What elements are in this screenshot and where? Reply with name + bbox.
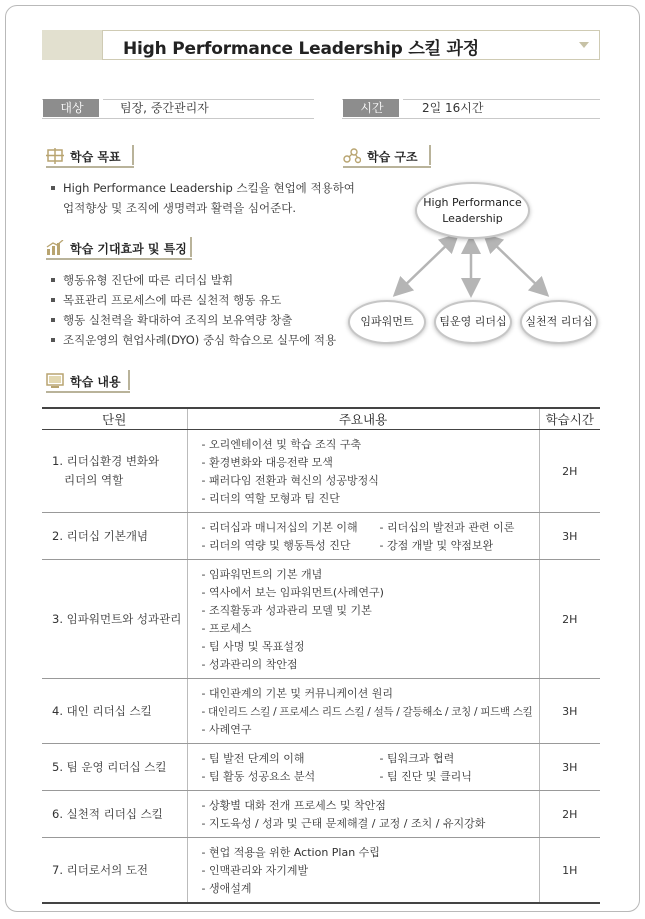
- hours-cell: 3H: [539, 679, 600, 744]
- heading-underline: [343, 166, 431, 168]
- column-header-content: 주요내용: [187, 408, 539, 430]
- heading-underline: [46, 391, 130, 393]
- content-line: - 현업 적용을 위한 Action Plan 수립: [201, 846, 380, 859]
- table-header-row: [42, 408, 600, 430]
- content-item: - 리더십의 발전과 관련 이론: [379, 521, 515, 534]
- content-line: - 오리엔테이션 및 학습 조직 구축: [201, 438, 362, 451]
- structure-heading: [343, 147, 431, 166]
- list-item: 행동 실천력을 확대하여 조직의 보유역량 창출: [51, 310, 336, 330]
- time-label: 시간: [343, 99, 401, 117]
- unit-title: 3. 임파워먼트와 성과관리: [52, 611, 182, 626]
- network-icon: [343, 148, 361, 164]
- content-item: - 리더의 역량 및 행동특성 진단: [201, 539, 351, 552]
- content-line: - 임파워먼트의 기본 개념: [201, 568, 323, 581]
- bar-chart-icon: [46, 240, 64, 256]
- content-line: - 대인관계의 기본 및 커뮤니케이션 원리: [201, 687, 393, 700]
- list-item: 행동유형 진단에 따른 리더십 발휘: [51, 270, 336, 290]
- structure-title: 학습 구조: [367, 150, 418, 164]
- hours-cell: 2H: [539, 560, 600, 679]
- content-item: - 팀 진단 및 클리닉: [379, 770, 472, 783]
- list-item: 조직운영의 현업사례(DYO) 중심 학습으로 실무에 적용: [51, 330, 336, 350]
- title-box: [102, 30, 600, 60]
- heading-underline: [46, 258, 192, 260]
- table-row: [42, 838, 600, 904]
- node-empowerment: 임파워먼트: [348, 300, 426, 344]
- unit-title: 2. 리더십 기본개념: [52, 528, 149, 543]
- heading-tick: [128, 370, 130, 390]
- content-cell: [187, 560, 539, 679]
- unit-cell: [42, 430, 187, 513]
- hours-cell: 2H: [539, 430, 600, 513]
- time-value: 2일 16시간: [422, 101, 484, 115]
- arrow-to-empowerment: [400, 240, 452, 290]
- content-cell: [187, 679, 539, 744]
- content-line: - 프로세스: [201, 622, 252, 635]
- unit-cell: [42, 560, 187, 679]
- content-line: - 사례연구: [201, 723, 252, 736]
- heading-tick: [190, 237, 192, 257]
- node-practical-leadership: 실천적 리더십: [520, 300, 598, 344]
- target-icon: [46, 148, 64, 164]
- node-team-leadership: 팀운영 리더십: [434, 300, 512, 344]
- column-header-unit: 단원: [42, 408, 187, 430]
- unit-title: 7. 리더로서의 도전: [52, 862, 149, 877]
- content-line: - 성과관리의 착안점: [201, 658, 298, 671]
- content-item: - 리더십과 매니저십의 기본 이해: [201, 521, 358, 534]
- unit-title: 4. 대인 리더십 스킬: [52, 703, 152, 718]
- hours-cell: 3H: [539, 513, 600, 560]
- center-node: [415, 182, 530, 239]
- content-cell: [187, 513, 539, 560]
- table-row: [42, 560, 600, 679]
- content-line: - 역사에서 보는 임파워먼트(사례연구): [201, 586, 384, 599]
- unit-cell: [42, 791, 187, 838]
- unit-title: 1. 리더십환경 변화와: [52, 454, 160, 468]
- monitor-icon: [46, 373, 64, 389]
- unit-cell: [42, 744, 187, 791]
- heading-underline: [46, 166, 134, 168]
- unit-cell: [42, 838, 187, 904]
- column-header-hours: 학습시간: [539, 408, 600, 430]
- table-row: [42, 791, 600, 838]
- table-row: [42, 430, 600, 513]
- center-node-line: High Performance: [423, 195, 522, 209]
- content-line: [202, 750, 539, 768]
- hours-cell: 3H: [539, 744, 600, 791]
- content-line: - 상황별 대화 전개 프로세스 및 착안점: [201, 799, 386, 812]
- objectives-title: 학습 목표: [70, 150, 121, 164]
- unit-title: 6. 실천적 리더십 스킬: [52, 806, 163, 821]
- objectives-list: [51, 178, 355, 218]
- effects-title: 학습 기대효과 및 특징: [70, 242, 187, 256]
- content-cell: [187, 791, 539, 838]
- content-line: - 생애설계: [201, 882, 252, 895]
- contents-title: 학습 내용: [70, 375, 121, 389]
- content-cell: [187, 744, 539, 791]
- list-item: 목표관리 프로세스에 따른 실천적 행동 유도: [51, 290, 336, 310]
- content-item: - 팀 발전 단계의 이해: [201, 752, 305, 765]
- content-line: - 지도육성 / 성과 및 근태 문제해결 / 교정 / 조치 / 유지강화: [201, 817, 486, 830]
- content-item: - 강점 개발 및 약점보완: [379, 539, 494, 552]
- unit-title: 5. 팀 운영 리더십 스킬: [52, 759, 167, 774]
- course-title: High Performance Leadership 스킬 과정: [123, 39, 479, 59]
- hours-cell: 1H: [539, 838, 600, 904]
- content-line: - 인맥관리와 자기계발: [201, 864, 309, 877]
- unit-cell: [42, 679, 187, 744]
- learning-structure-diagram: [340, 172, 600, 352]
- hours-cell: 2H: [539, 791, 600, 838]
- content-line: - 패러다임 전환과 혁신의 성공방정식: [201, 474, 379, 487]
- contents-heading: [46, 372, 130, 391]
- effects-heading: [46, 239, 192, 258]
- heading-tick: [132, 145, 134, 165]
- target-value: 팀장, 중간관리자: [120, 101, 209, 115]
- arrow-to-practical: [490, 240, 542, 290]
- content-line: [202, 537, 539, 555]
- content-line: - 조직활동과 성과관리 모델 및 기본: [201, 604, 372, 617]
- objectives-heading: [46, 147, 134, 166]
- course-title-bar: [42, 30, 600, 60]
- content-cell: [187, 430, 539, 513]
- heading-tick: [429, 145, 431, 165]
- effects-list: [51, 270, 336, 350]
- content-line: [202, 768, 539, 786]
- unit-cell: [42, 513, 187, 560]
- unit-title-cont: 리더의 역할: [64, 473, 124, 487]
- list-item-continued: 업적향상 및 조직에 생명력과 활력을 심어준다.: [63, 201, 297, 215]
- course-table: [42, 407, 600, 904]
- content-line: - 리더의 역할 모형과 팀 진단: [201, 492, 340, 505]
- content-line: - 팀 사명 및 목표설정: [201, 640, 305, 653]
- content-line: - 대인리드 스킬 / 프로세스 리드 스킬 / 설득 / 갈등해소 / 코칭 / 피드백 스킬: [201, 706, 533, 718]
- content-line: [202, 519, 539, 537]
- center-node-line: Leadership: [442, 211, 503, 225]
- title-accent-block: [42, 30, 104, 60]
- content-line: - 환경변화와 대응전략 모색: [201, 456, 333, 469]
- target-label: 대상: [43, 99, 101, 117]
- content-cell: [187, 838, 539, 904]
- content-item: - 팀 활동 성공요소 분석: [201, 770, 316, 783]
- table-row: [42, 513, 600, 560]
- table-row: [42, 744, 600, 791]
- chevron-down-icon: [579, 42, 589, 48]
- table-row: [42, 679, 600, 744]
- content-item: - 팀워크과 협력: [379, 752, 455, 765]
- list-item: High Performance Leadership 스킬을 현업에 적용하여: [51, 178, 355, 198]
